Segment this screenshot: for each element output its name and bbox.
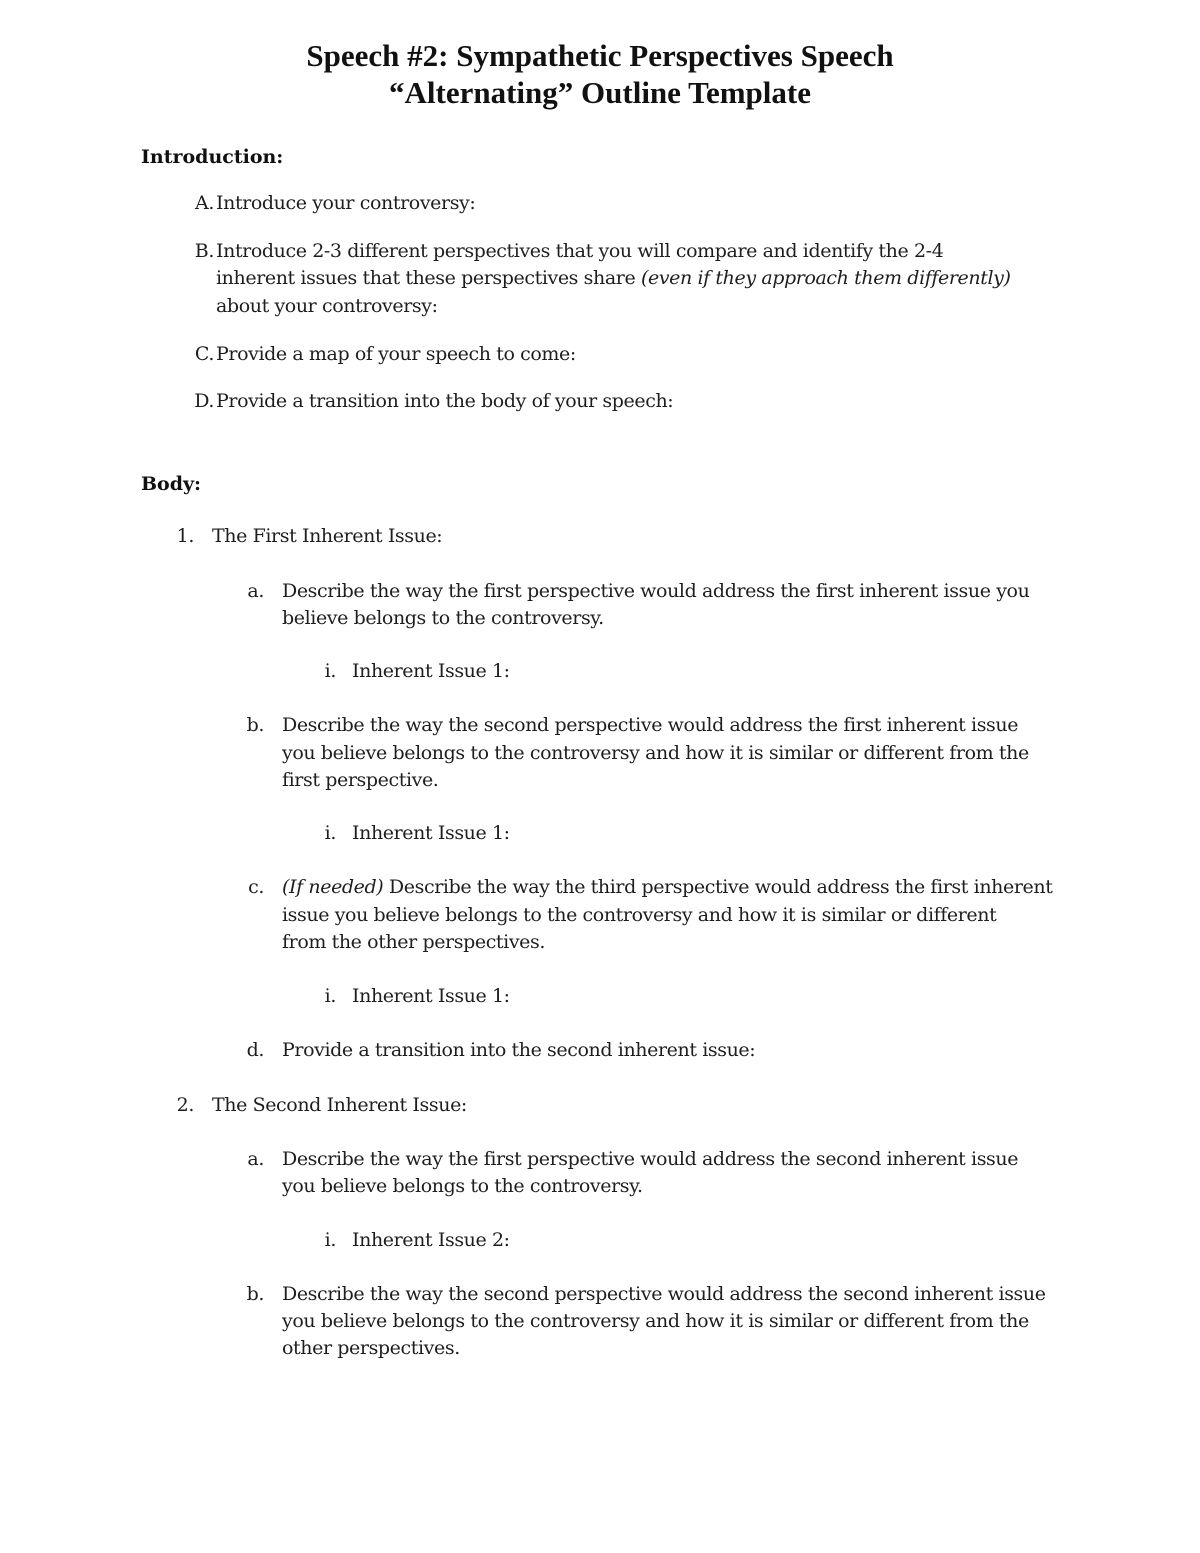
- issue-2-item-a-line-2: you believe belongs to the controversy.: [282, 1175, 643, 1197]
- issue-1-item-c-line-2: issue you believe belongs to the controversy and how it is similar or different: [282, 904, 997, 926]
- issue-2-item-a-subitem-text: Inherent Issue 2:: [352, 1229, 510, 1251]
- issue-1-item-c-line-1-italic: (If needed): [282, 876, 384, 898]
- intro-item-b-line-3: about your controversy:: [216, 295, 438, 317]
- title-line-1: Speech #2: Sympathetic Perspectives Speech: [306, 38, 894, 73]
- intro-item-d-marker: D.: [194, 390, 214, 412]
- intro-item-b-marker: B.: [194, 240, 214, 262]
- issue-1-item-b-subitem-text: Inherent Issue 1:: [352, 822, 510, 844]
- issue-2-marker: 2.: [176, 1094, 194, 1116]
- intro-item-c-marker: C.: [194, 343, 214, 365]
- issue-2-item-a-marker: a.: [247, 1148, 264, 1170]
- issue-2-text: The Second Inherent Issue:: [212, 1094, 467, 1116]
- issue-1-item-a-subitem-marker: i.: [324, 660, 336, 682]
- issue-1-item-c-marker: c.: [248, 876, 264, 898]
- intro-item-a-marker: A.: [195, 192, 214, 214]
- issue-1-item-b-subitem-marker: i.: [324, 822, 336, 844]
- intro-item-b-line-2-italic: (even if they approach them differently): [640, 267, 1011, 289]
- intro-item-d-text: Provide a transition into the body of your speech:: [216, 390, 674, 412]
- issue-1-item-b-line-2: you believe belongs to the controversy and how it is similar or different from the: [282, 742, 1029, 764]
- issue-1-item-c-line-1-plain: Describe the way the third perspective would address the first inherent: [383, 876, 1053, 898]
- intro-item-b-line-2-plain: inherent issues that these perspectives share: [216, 267, 641, 289]
- issue-1-item-c-line-1: [282, 874, 1052, 902]
- intro-item-c-text: Provide a map of your speech to come:: [216, 343, 576, 365]
- issue-1-item-c-line-3: from the other perspectives.: [282, 931, 546, 953]
- issue-1-item-a-line-1: Describe the way the first perspective would address the first inherent issue you: [282, 580, 1030, 602]
- body-heading: Body:: [141, 473, 202, 495]
- issue-1-item-d-text: Provide a transition into the second inherent issue:: [282, 1039, 756, 1061]
- issue-1-item-a-marker: a.: [247, 580, 264, 602]
- issue-1-text: The First Inherent Issue:: [212, 525, 443, 547]
- issue-2-item-a-line-1: Describe the way the first perspective would address the second inherent issue: [282, 1148, 1019, 1170]
- issue-1-item-b-line-1: Describe the way the second perspective would address the first inherent issue: [282, 714, 1019, 736]
- intro-item-b-line-2: [216, 265, 1010, 293]
- issue-1-item-c-subitem-text: Inherent Issue 1:: [352, 985, 510, 1007]
- issue-1-item-b-line-3: first perspective.: [282, 769, 439, 791]
- title-line-2: “Alternating” Outline Template: [389, 75, 811, 110]
- issue-1-item-c-subitem-marker: i.: [324, 985, 336, 1007]
- issue-1-item-a-subitem-text: Inherent Issue 1:: [352, 660, 510, 682]
- issue-1-item-b-marker: b.: [246, 714, 264, 736]
- issue-2-item-b-line-2: you believe belongs to the controversy and how it is similar or different from the: [282, 1310, 1029, 1332]
- intro-item-b-line-1: Introduce 2-3 different perspectives that you will compare and identify the 2-4: [216, 240, 944, 262]
- issue-1-marker: 1.: [176, 525, 194, 547]
- intro-item-a-text: Introduce your controversy:: [216, 192, 476, 214]
- issue-2-item-b-marker: b.: [246, 1283, 264, 1305]
- issue-1-item-a-line-2: believe belongs to the controversy.: [282, 607, 604, 629]
- issue-2-item-b-line-1: Describe the way the second perspective would address the second inherent issue: [282, 1283, 1046, 1305]
- issue-1-item-d-marker: d.: [246, 1039, 264, 1061]
- issue-2-item-a-subitem-marker: i.: [324, 1229, 336, 1251]
- issue-2-item-b-line-3: other perspectives.: [282, 1337, 460, 1359]
- introduction-heading: Introduction:: [141, 146, 284, 168]
